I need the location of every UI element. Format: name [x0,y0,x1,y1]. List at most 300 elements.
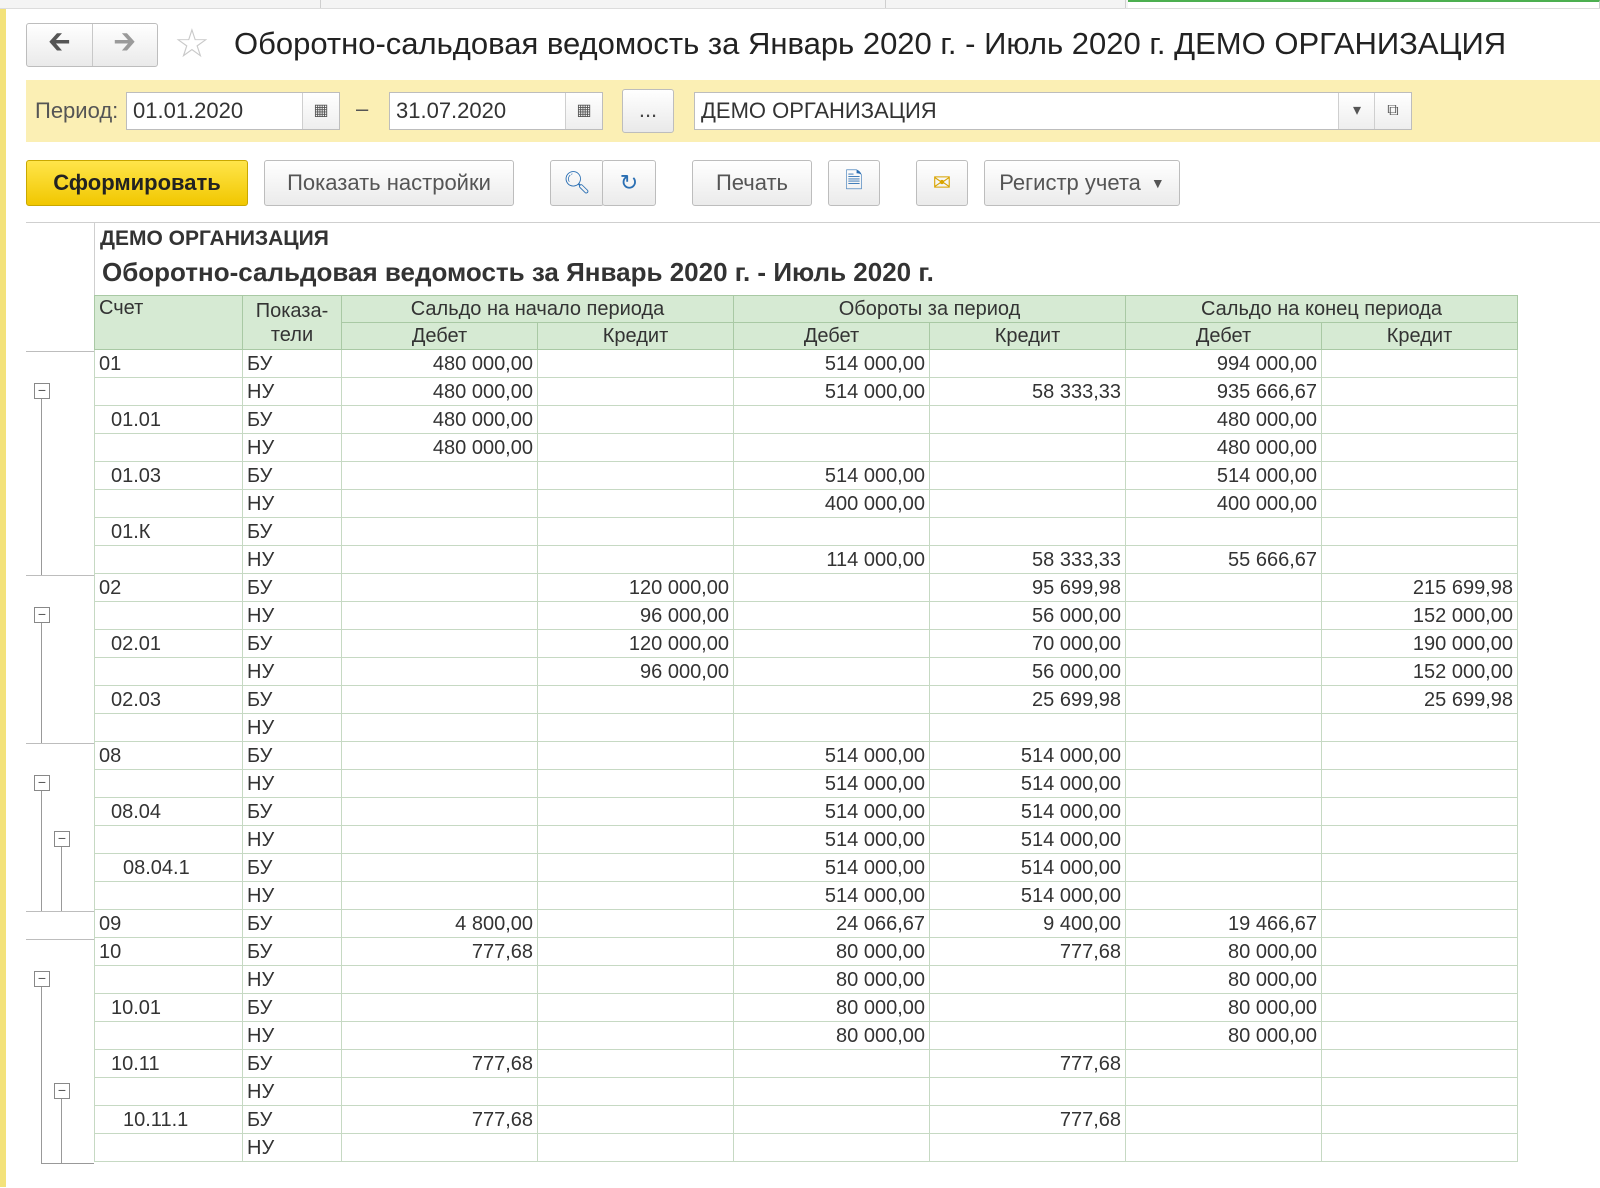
amount-cell[interactable]: 400 000,00 [734,490,930,518]
amount-cell[interactable]: 152 000,00 [1322,602,1518,630]
amount-cell[interactable] [538,1022,734,1050]
account-cell[interactable] [95,966,243,994]
amount-cell[interactable] [1322,966,1518,994]
amount-cell[interactable] [734,1134,930,1162]
amount-cell[interactable]: 58 333,33 [930,546,1126,574]
amount-cell[interactable]: 95 699,98 [930,574,1126,602]
back-button[interactable] [27,24,92,66]
amount-cell[interactable] [538,910,734,938]
amount-cell[interactable]: 480 000,00 [342,406,538,434]
amount-cell[interactable] [1126,770,1322,798]
amount-cell[interactable]: 514 000,00 [930,798,1126,826]
amount-cell[interactable] [1126,1106,1322,1134]
tab-segment[interactable] [320,0,886,8]
amount-cell[interactable] [930,406,1126,434]
amount-cell[interactable] [930,1078,1126,1106]
table-row[interactable] [95,686,1518,714]
account-cell[interactable]: 10.11 [95,1050,243,1078]
amount-cell[interactable]: 80 000,00 [734,966,930,994]
table-row[interactable] [95,994,1518,1022]
amount-cell[interactable] [1322,938,1518,966]
amount-cell[interactable]: 80 000,00 [1126,994,1322,1022]
collapse-group-icon[interactable]: − [54,831,70,847]
amount-cell[interactable] [342,686,538,714]
period-to-field[interactable] [389,92,603,130]
amount-cell[interactable] [538,350,734,378]
amount-cell[interactable] [1126,574,1322,602]
amount-cell[interactable]: 190 000,00 [1322,630,1518,658]
collapse-group-icon[interactable]: − [54,1083,70,1099]
document-preview-icon: 🗎︎ [845,168,863,193]
amount-cell[interactable]: 514 000,00 [1126,462,1322,490]
table-row[interactable] [95,798,1518,826]
amount-cell[interactable]: 777,68 [930,1106,1126,1134]
table-row[interactable] [95,350,1518,378]
search-reset-icon: ↻ [619,170,639,195]
account-cell[interactable]: 08 [95,742,243,770]
amount-cell[interactable] [538,378,734,406]
indicator-cell: БУ [243,798,342,826]
account-cell[interactable]: 10 [95,938,243,966]
amount-cell[interactable] [1322,994,1518,1022]
period-select-button[interactable]: ... [622,89,674,133]
table-row[interactable] [95,406,1518,434]
indicator-cell: НУ [243,602,342,630]
amount-cell[interactable] [930,462,1126,490]
tree-connector [61,1099,62,1163]
amount-cell[interactable]: 514 000,00 [930,770,1126,798]
amount-cell[interactable] [342,1134,538,1162]
table-row[interactable] [95,1106,1518,1134]
account-cell[interactable]: 01 [95,350,243,378]
amount-cell[interactable] [930,490,1126,518]
account-cell[interactable] [95,1078,243,1106]
chevron-down-icon[interactable]: ▾ [1338,93,1375,129]
report-organization: ДЕМО ОРГАНИЗАЦИЯ [100,227,329,250]
amount-cell[interactable]: 25 699,98 [930,686,1126,714]
header-opening-balance: Сальдо на начало периода [342,296,734,323]
amount-cell[interactable] [1322,910,1518,938]
amount-cell[interactable]: 70 000,00 [930,630,1126,658]
table-row[interactable] [95,966,1518,994]
send-email-button[interactable] [916,160,968,206]
search-clear-button[interactable] [602,160,656,206]
calendar-icon[interactable]: ▦ [302,93,339,129]
amount-cell[interactable] [342,462,538,490]
period-panel [26,80,1600,142]
account-cell[interactable]: 01.К [95,518,243,546]
account-cell[interactable] [95,882,243,910]
amount-cell[interactable]: 514 000,00 [734,350,930,378]
amount-cell[interactable] [1322,798,1518,826]
table-row[interactable] [95,742,1518,770]
period-from-value: 01.01.2020 [133,98,244,123]
amount-cell[interactable] [1126,630,1322,658]
amount-cell[interactable] [1322,854,1518,882]
indicator-cell: БУ [243,854,342,882]
amount-cell[interactable] [342,882,538,910]
table-row[interactable] [95,1078,1518,1106]
organization-value: ДЕМО ОРГАНИЗАЦИЯ [701,98,937,123]
amount-cell[interactable]: 56 000,00 [930,658,1126,686]
amount-cell[interactable] [1322,350,1518,378]
amount-cell[interactable]: 777,68 [930,1050,1126,1078]
amount-cell[interactable] [1126,686,1322,714]
amount-cell[interactable] [538,1050,734,1078]
table-row[interactable] [95,826,1518,854]
tab-segment-active[interactable] [1128,0,1600,8]
amount-cell[interactable] [1126,658,1322,686]
amount-cell[interactable] [342,714,538,742]
table-row[interactable] [95,658,1518,686]
account-cell[interactable]: 08.04.1 [95,854,243,882]
table-row[interactable] [95,1050,1518,1078]
indicator-cell: НУ [243,658,342,686]
account-cell[interactable] [95,714,243,742]
preview-button[interactable] [828,160,880,206]
amount-cell[interactable] [734,1078,930,1106]
amount-cell[interactable] [538,546,734,574]
indicator-cell: БУ [243,630,342,658]
indicator-cell: НУ [243,1022,342,1050]
amount-cell[interactable] [734,658,930,686]
amount-cell[interactable] [342,1078,538,1106]
amount-cell[interactable] [1126,1078,1322,1106]
amount-cell[interactable] [930,1022,1126,1050]
amount-cell[interactable] [1322,434,1518,462]
amount-cell[interactable]: 935 666,67 [1126,378,1322,406]
account-cell[interactable] [95,826,243,854]
amount-cell[interactable] [342,826,538,854]
amount-cell[interactable] [930,966,1126,994]
amount-cell[interactable] [734,434,930,462]
table-row[interactable] [95,854,1518,882]
table-row[interactable] [95,938,1518,966]
amount-cell[interactable] [1322,826,1518,854]
account-cell[interactable]: 02.03 [95,686,243,714]
gutter-separator [26,911,94,912]
account-cell[interactable]: 01.03 [95,462,243,490]
amount-cell[interactable] [734,1050,930,1078]
amount-cell[interactable] [1126,1134,1322,1162]
amount-cell[interactable] [538,994,734,1022]
table-row[interactable] [95,378,1518,406]
header-credit: Кредит [538,323,734,350]
collapse-group-icon[interactable]: − [34,971,50,987]
amount-cell[interactable] [538,770,734,798]
amount-cell[interactable]: 25 699,98 [1322,686,1518,714]
amount-cell[interactable] [538,1134,734,1162]
account-cell[interactable] [95,490,243,518]
amount-cell[interactable] [1322,882,1518,910]
generate-button[interactable]: Сформировать [26,160,248,206]
amount-cell[interactable] [1126,882,1322,910]
calendar-icon[interactable]: ▦ [565,93,602,129]
amount-cell[interactable]: 480 000,00 [342,350,538,378]
period-dash: – [356,96,369,121]
amount-cell[interactable] [1322,378,1518,406]
amount-cell[interactable]: 514 000,00 [930,742,1126,770]
amount-cell[interactable]: 152 000,00 [1322,658,1518,686]
amount-cell[interactable]: 80 000,00 [734,1022,930,1050]
amount-cell[interactable] [342,574,538,602]
amount-cell[interactable]: 777,68 [342,1050,538,1078]
amount-cell[interactable] [1322,518,1518,546]
amount-cell[interactable]: 514 000,00 [734,378,930,406]
account-cell[interactable] [95,658,243,686]
search-button[interactable] [550,160,604,206]
amount-cell[interactable] [1322,406,1518,434]
amount-cell[interactable] [538,686,734,714]
amount-cell[interactable]: 514 000,00 [734,882,930,910]
amount-cell[interactable] [1126,742,1322,770]
amount-cell[interactable] [342,602,538,630]
amount-cell[interactable] [342,742,538,770]
amount-cell[interactable] [538,518,734,546]
amount-cell[interactable] [538,882,734,910]
table-row[interactable] [95,1022,1518,1050]
amount-cell[interactable] [538,490,734,518]
print-button[interactable]: Печать [692,160,812,206]
amount-cell[interactable]: 80 000,00 [1126,1022,1322,1050]
amount-cell[interactable]: 514 000,00 [734,770,930,798]
amount-cell[interactable] [1126,1050,1322,1078]
amount-cell[interactable] [1322,546,1518,574]
table-row[interactable] [95,882,1518,910]
amount-cell[interactable] [734,686,930,714]
tab-segment[interactable] [0,0,321,8]
amount-cell[interactable] [342,798,538,826]
amount-cell[interactable] [1126,602,1322,630]
amount-cell[interactable] [734,714,930,742]
table-row[interactable] [95,574,1518,602]
table-row[interactable] [95,714,1518,742]
table-row[interactable] [95,434,1518,462]
amount-cell[interactable] [538,826,734,854]
amount-cell[interactable] [1126,854,1322,882]
amount-cell[interactable]: 514 000,00 [930,882,1126,910]
amount-cell[interactable] [1322,742,1518,770]
tree-connector [41,791,42,911]
amount-cell[interactable]: 480 000,00 [342,378,538,406]
account-cell[interactable] [95,1022,243,1050]
amount-cell[interactable] [734,1106,930,1134]
amount-cell[interactable] [734,518,930,546]
amount-cell[interactable]: 24 066,67 [734,910,930,938]
amount-cell[interactable] [342,518,538,546]
amount-cell[interactable] [734,574,930,602]
amount-cell[interactable] [342,546,538,574]
amount-cell[interactable] [342,658,538,686]
header-turnover: Обороты за период [734,296,1126,323]
amount-cell[interactable] [1322,462,1518,490]
account-cell[interactable] [95,602,243,630]
table-row[interactable] [95,518,1518,546]
account-cell[interactable] [95,378,243,406]
amount-cell[interactable]: 96 000,00 [538,602,734,630]
amount-cell[interactable] [342,966,538,994]
amount-cell[interactable]: 120 000,00 [538,630,734,658]
amount-cell[interactable]: 4 800,00 [342,910,538,938]
amount-cell[interactable]: 514 000,00 [930,854,1126,882]
account-cell[interactable]: 10.11.1 [95,1106,243,1134]
amount-cell[interactable]: 400 000,00 [1126,490,1322,518]
header-credit: Кредит [1322,323,1518,350]
indicator-cell: БУ [243,742,342,770]
open-icon[interactable]: ⧉ [1374,93,1411,129]
amount-cell[interactable] [538,434,734,462]
amount-cell[interactable]: 514 000,00 [734,798,930,826]
amount-cell[interactable]: 514 000,00 [734,826,930,854]
account-cell[interactable]: 02 [95,574,243,602]
amount-cell[interactable] [538,966,734,994]
amount-cell[interactable] [1322,1050,1518,1078]
indicator-cell: БУ [243,938,342,966]
amount-cell[interactable]: 19 466,67 [1126,910,1322,938]
table-row[interactable] [95,910,1518,938]
amount-cell[interactable] [1322,1106,1518,1134]
account-cell[interactable]: 01.01 [95,406,243,434]
period-to-value: 31.07.2020 [396,98,507,123]
amount-cell[interactable]: 777,68 [342,938,538,966]
period-label: Период: [35,98,119,123]
amount-cell[interactable] [538,854,734,882]
amount-cell[interactable] [538,938,734,966]
header-indicators: Показа- тели [243,296,342,350]
envelope-icon: ✉ [932,170,952,195]
period-from-field[interactable] [126,92,340,130]
amount-cell[interactable]: 777,68 [930,938,1126,966]
amount-cell[interactable] [734,602,930,630]
amount-cell[interactable] [930,518,1126,546]
amount-cell[interactable] [1126,518,1322,546]
collapse-group-icon[interactable]: − [34,775,50,791]
amount-cell[interactable] [734,406,930,434]
amount-cell[interactable]: 777,68 [342,1106,538,1134]
amount-cell[interactable] [342,490,538,518]
indicator-cell: БУ [243,686,342,714]
table-row[interactable] [95,490,1518,518]
amount-cell[interactable] [342,630,538,658]
amount-cell[interactable]: 514 000,00 [930,826,1126,854]
amount-cell[interactable] [1126,826,1322,854]
amount-cell[interactable] [1126,798,1322,826]
amount-cell[interactable]: 215 699,98 [1322,574,1518,602]
amount-cell[interactable]: 114 000,00 [734,546,930,574]
amount-cell[interactable]: 56 000,00 [930,602,1126,630]
amount-cell[interactable] [538,406,734,434]
table-row[interactable] [95,630,1518,658]
amount-cell[interactable]: 514 000,00 [734,854,930,882]
amount-cell[interactable] [342,994,538,1022]
indicator-cell: НУ [243,826,342,854]
show-settings-button[interactable]: Показать настройки [264,160,514,206]
amount-cell[interactable]: 480 000,00 [1126,406,1322,434]
table-row[interactable] [95,1134,1518,1162]
amount-cell[interactable] [1126,714,1322,742]
amount-cell[interactable]: 480 000,00 [1126,434,1322,462]
amount-cell[interactable]: 514 000,00 [734,742,930,770]
account-cell[interactable]: 10.01 [95,994,243,1022]
amount-cell[interactable]: 514 000,00 [734,462,930,490]
register-dropdown-button[interactable] [984,160,1180,206]
chevron-down-icon: ▼ [1150,175,1165,191]
amount-cell[interactable] [538,714,734,742]
gutter-separator [26,939,94,940]
amount-cell[interactable] [930,1134,1126,1162]
command-bar [26,158,1600,208]
amount-cell[interactable] [538,1078,734,1106]
account-cell[interactable]: 02.01 [95,630,243,658]
amount-cell[interactable] [342,770,538,798]
collapse-group-icon[interactable]: − [34,607,50,623]
amount-cell[interactable] [538,742,734,770]
amount-cell[interactable] [342,854,538,882]
table-row[interactable] [95,462,1518,490]
amount-cell[interactable] [538,462,734,490]
header-debit: Дебет [734,323,930,350]
table-row[interactable] [95,602,1518,630]
forward-button[interactable] [92,24,158,66]
table-row[interactable] [95,770,1518,798]
amount-cell[interactable] [1322,770,1518,798]
account-cell[interactable] [95,434,243,462]
star-icon[interactable]: ☆ [174,22,210,66]
amount-cell[interactable] [1322,1078,1518,1106]
amount-cell[interactable] [930,434,1126,462]
indicator-cell: БУ [243,406,342,434]
arrow-right-icon: 🡲 [113,26,137,57]
report-area [26,222,1600,1188]
amount-cell[interactable]: 994 000,00 [1126,350,1322,378]
amount-cell[interactable] [1322,1022,1518,1050]
amount-cell[interactable]: 96 000,00 [538,658,734,686]
amount-cell[interactable] [734,630,930,658]
account-cell[interactable]: 09 [95,910,243,938]
account-cell[interactable] [95,1134,243,1162]
amount-cell[interactable]: 80 000,00 [734,938,930,966]
amount-cell[interactable]: 55 666,67 [1126,546,1322,574]
amount-cell[interactable] [930,994,1126,1022]
account-cell[interactable] [95,770,243,798]
amount-cell[interactable]: 80 000,00 [1126,966,1322,994]
amount-cell[interactable]: 58 333,33 [930,378,1126,406]
collapse-group-icon[interactable]: − [34,383,50,399]
amount-cell[interactable] [1322,1134,1518,1162]
amount-cell[interactable]: 120 000,00 [538,574,734,602]
indicator-cell: БУ [243,350,342,378]
amount-cell[interactable]: 480 000,00 [342,434,538,462]
organization-field[interactable] [694,92,1412,130]
amount-cell[interactable] [1322,714,1518,742]
amount-cell[interactable]: 9 400,00 [930,910,1126,938]
amount-cell[interactable] [930,714,1126,742]
amount-cell[interactable] [538,1106,734,1134]
amount-cell[interactable] [930,350,1126,378]
amount-cell[interactable] [1322,490,1518,518]
indicator-cell: НУ [243,714,342,742]
account-cell[interactable] [95,546,243,574]
report-title: Оборотно-сальдовая ведомость за Январь 2020 г. - Июль 2020 г. [102,257,934,287]
tab-segment[interactable] [885,0,1126,8]
amount-cell[interactable]: 80 000,00 [734,994,930,1022]
amount-cell[interactable] [342,1022,538,1050]
account-cell[interactable]: 08.04 [95,798,243,826]
header-debit: Дебет [342,323,538,350]
amount-cell[interactable] [538,798,734,826]
amount-cell[interactable]: 80 000,00 [1126,938,1322,966]
table-row[interactable] [95,546,1518,574]
